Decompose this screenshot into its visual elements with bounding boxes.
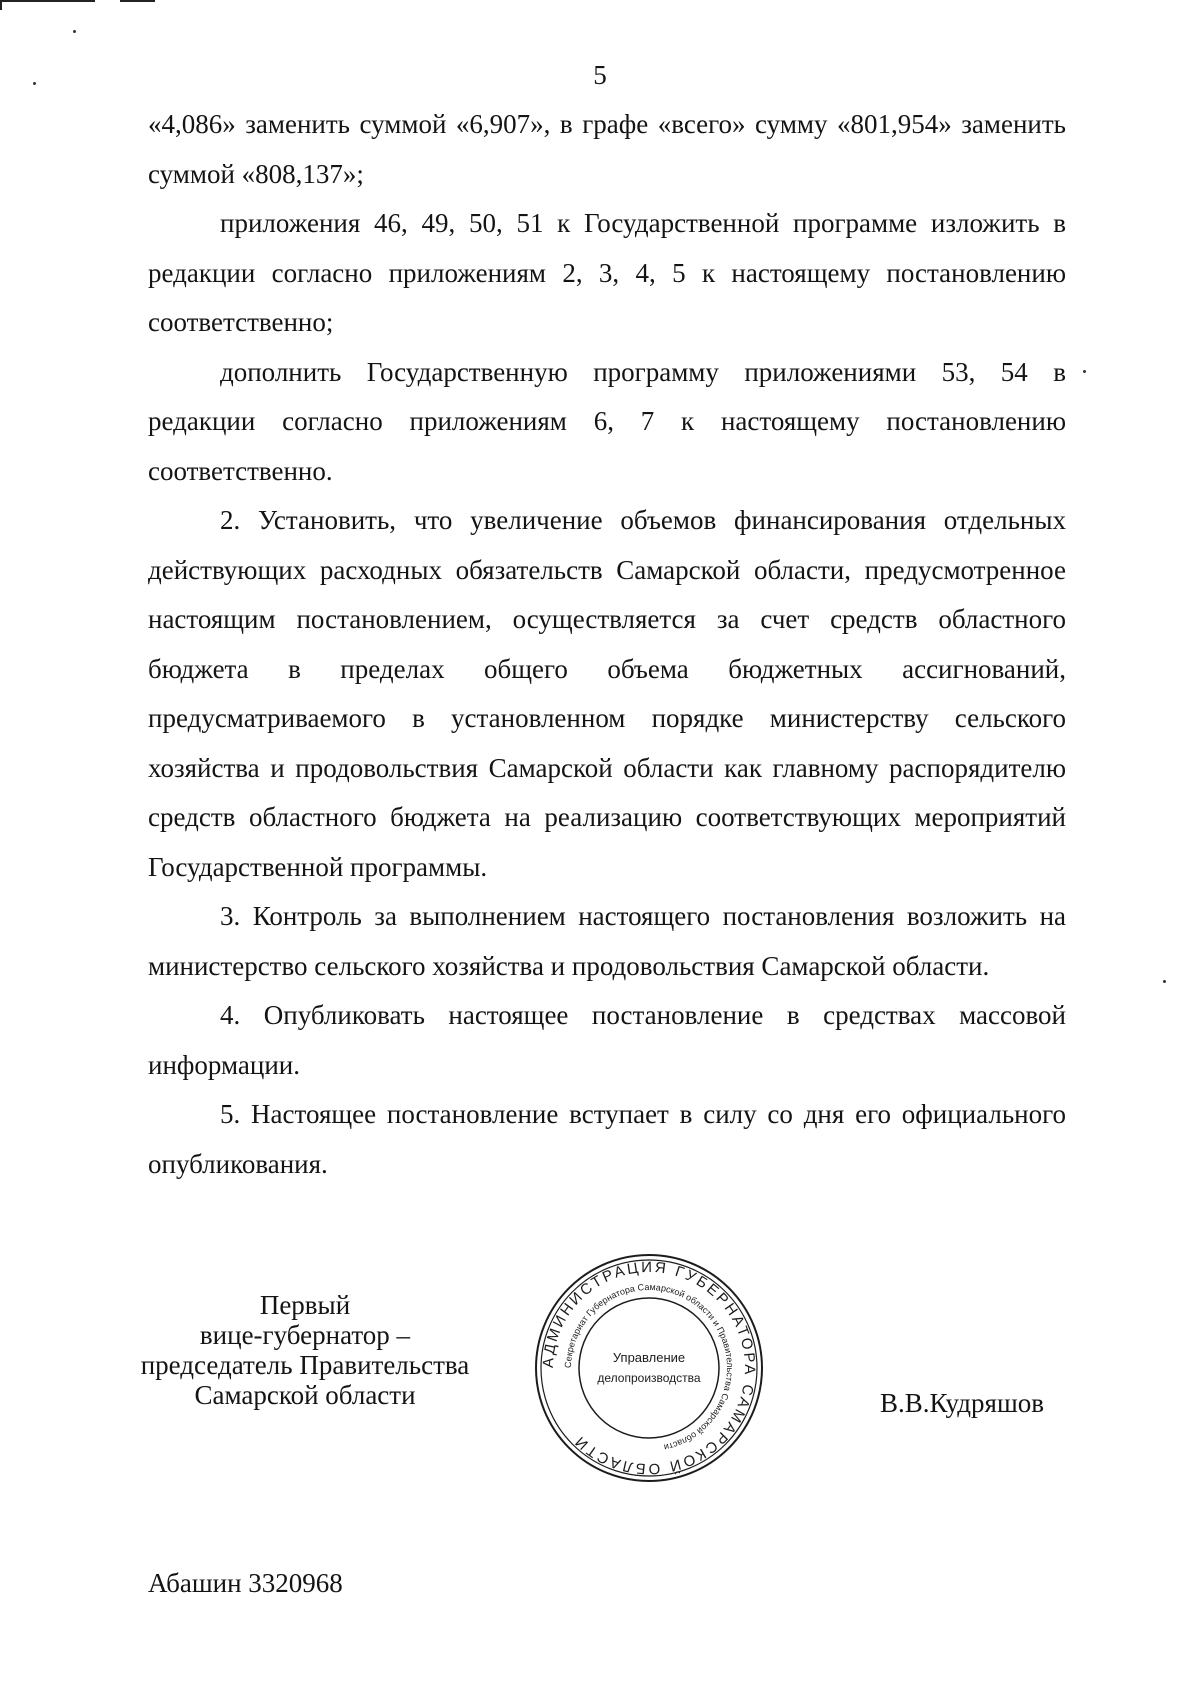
paragraph-amounts: «4,086» заменить суммой «6,907», в графе «всего» сумму «801,954» заменить суммой «808,137»;	[148, 109, 1066, 189]
scan-edge-mark	[120, 0, 155, 2]
executor-contact: Абашин 3320968	[148, 1568, 343, 1598]
scan-speck	[1163, 980, 1166, 983]
page-number: 5	[593, 60, 607, 90]
paragraph-item-2-financing: 2. Установить, что увеличение объемов финансирования отдельных действующих расходных обязательств Самарской области, предусмотренное настоящим постановлением, осуществляется за счет средств областного бюджета в пределах общего объема бюджетных ассигнований, предусматриваемого в установленном порядке министерству сельского хозяйства и продовольствия Самарской области как главному распорядителю средств областного бюджета на реализацию соответствующих мероприятий Государственной программы.	[148, 505, 1066, 882]
official-seal	[533, 1252, 765, 1484]
scan-edge-mark	[0, 0, 2, 10]
seal-middle-text: Секретариат Губернатора Самарской области и Правительства Самарской области	[562, 1281, 736, 1453]
paragraph-item-4-publication: 4. Опубликовать настоящее постановление в средствах массовой информации.	[148, 1000, 1066, 1080]
scan-edge-mark	[0, 0, 95, 2]
paragraph-appendices-add: дополнить Государственную программу приложениями 53, 54 в редакции согласно приложениям 6, 7 к настоящему постановлению соответственно.	[148, 356, 1066, 486]
signatory-title	[105, 1290, 505, 1410]
paragraph-appendices-replace: приложения 46, 49, 50, 51 к Государственной программе изложить в редакции согласно приложениям 2, 3, 4, 5 к настоящему постановлению соответственно;	[148, 208, 1066, 337]
signatory-title-line: председатель Правительства	[140, 1350, 470, 1380]
paragraph-item-5-effect: 5. Настоящее постановление вступает в силу со дня его официального опубликования.	[148, 1099, 1066, 1179]
paragraph-item-3-control: 3. Контроль за выполнением настоящего постановления возложить на министерство сельского хозяйства и продовольствия Самарской области.	[148, 901, 1066, 981]
scan-speck	[73, 30, 76, 33]
signatory-title-line: вице-губернатор –	[199, 1320, 411, 1350]
signatory-name: В.В.Кудряшов	[880, 1388, 1044, 1418]
seal-center-ring	[579, 1298, 719, 1438]
document-body	[148, 100, 1066, 1189]
seal-center-text: Управление	[612, 1350, 686, 1365]
signatory-title-line: Первый	[259, 1290, 351, 1320]
scan-speck	[1083, 370, 1086, 373]
seal-center-text: делопроизводства	[597, 1371, 701, 1385]
seal-outer-text: АДМИНИСТРАЦИЯ ГУБЕРНАТОРА САМАРСКОЙ ОБЛАСТИ	[539, 1258, 759, 1478]
signatory-title-line: Самарской области	[194, 1380, 416, 1410]
